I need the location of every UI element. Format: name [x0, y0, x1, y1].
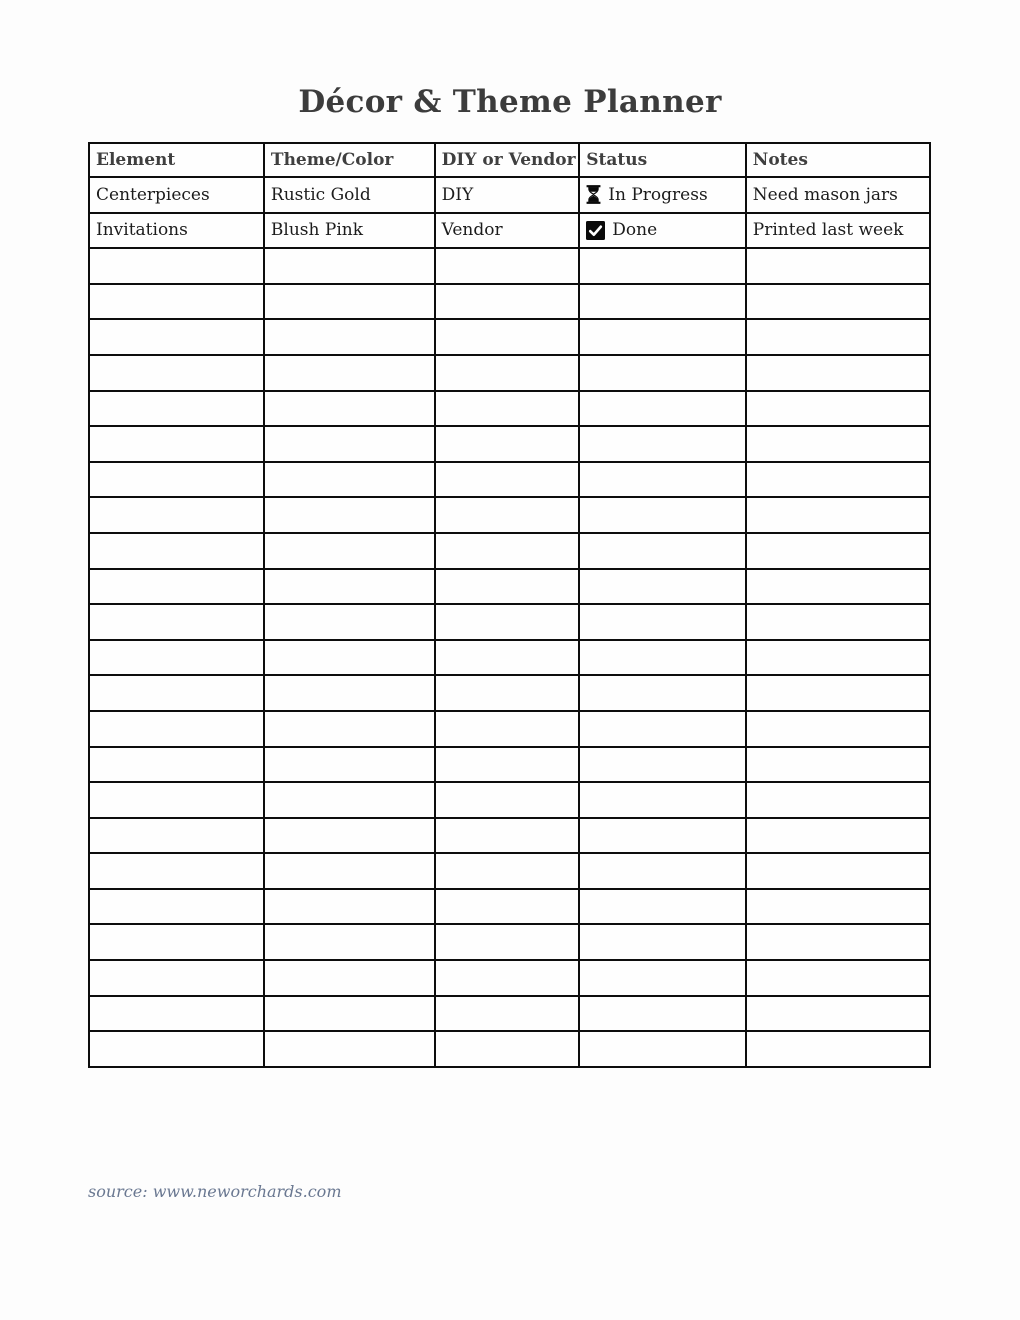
- empty-table-row: [89, 924, 930, 960]
- empty-table-row: [89, 533, 930, 569]
- empty-cell: [264, 711, 435, 747]
- empty-cell: [89, 569, 264, 605]
- empty-table-row: [89, 248, 930, 284]
- header-diy-or-vendor: DIY or Vendor: [435, 143, 580, 177]
- status-cell: [579, 177, 746, 213]
- empty-cell: [746, 640, 930, 676]
- empty-cell: [435, 569, 580, 605]
- empty-cell: [746, 248, 930, 284]
- empty-cell: [89, 319, 264, 355]
- empty-cell: [264, 640, 435, 676]
- empty-cell: [435, 248, 580, 284]
- header-notes: Notes: [746, 143, 930, 177]
- empty-cell: [435, 462, 580, 498]
- empty-cell: [89, 426, 264, 462]
- empty-table-row: [89, 426, 930, 462]
- hourglass-icon: [586, 185, 601, 204]
- table-row: [89, 213, 930, 249]
- empty-cell: [579, 355, 746, 391]
- empty-table-row: [89, 319, 930, 355]
- empty-cell: [579, 711, 746, 747]
- empty-cell: [435, 1031, 580, 1067]
- empty-cell: [579, 782, 746, 818]
- empty-table-row: [89, 747, 930, 783]
- empty-cell: [746, 853, 930, 889]
- empty-cell: [264, 248, 435, 284]
- empty-cell: [89, 391, 264, 427]
- empty-cell: [264, 889, 435, 925]
- empty-cell: [89, 924, 264, 960]
- notes-cell: Need mason jars: [746, 177, 930, 213]
- empty-table-row: [89, 782, 930, 818]
- empty-table-row: [89, 640, 930, 676]
- empty-cell: [264, 391, 435, 427]
- empty-cell: [435, 497, 580, 533]
- status-label: In Progress: [608, 184, 708, 205]
- empty-cell: [264, 853, 435, 889]
- empty-cell: [579, 889, 746, 925]
- status-label: Done: [612, 220, 658, 241]
- empty-cell: [746, 497, 930, 533]
- empty-cell: [435, 889, 580, 925]
- empty-cell: [579, 1031, 746, 1067]
- empty-cell: [89, 604, 264, 640]
- empty-table-row: [89, 497, 930, 533]
- empty-table-row: [89, 604, 930, 640]
- theme-cell: Rustic Gold: [264, 177, 435, 213]
- empty-table-row: [89, 889, 930, 925]
- empty-table-row: [89, 996, 930, 1032]
- empty-table-row: [89, 284, 930, 320]
- empty-cell: [746, 604, 930, 640]
- table-header: [89, 143, 930, 177]
- empty-cell: [579, 462, 746, 498]
- empty-cell: [746, 1031, 930, 1067]
- empty-cell: [264, 462, 435, 498]
- empty-cell: [435, 996, 580, 1032]
- empty-cell: [435, 426, 580, 462]
- empty-cell: [579, 853, 746, 889]
- empty-cell: [579, 426, 746, 462]
- empty-cell: [264, 319, 435, 355]
- empty-cell: [746, 782, 930, 818]
- empty-cell: [264, 996, 435, 1032]
- table-row: [89, 177, 930, 213]
- empty-cell: [89, 889, 264, 925]
- empty-cell: [746, 924, 930, 960]
- empty-cell: [264, 960, 435, 996]
- empty-cell: [746, 747, 930, 783]
- empty-cell: [264, 355, 435, 391]
- empty-cell: [746, 462, 930, 498]
- empty-cell: [579, 640, 746, 676]
- empty-cell: [89, 711, 264, 747]
- empty-cell: [746, 889, 930, 925]
- diy-vendor-cell: Vendor: [435, 213, 580, 249]
- source-note: source: www.neworchards.com: [88, 1182, 342, 1201]
- empty-cell: [579, 569, 746, 605]
- empty-cell: [579, 960, 746, 996]
- empty-cell: [89, 640, 264, 676]
- empty-cell: [746, 319, 930, 355]
- empty-table-row: [89, 462, 930, 498]
- empty-cell: [435, 711, 580, 747]
- empty-cell: [435, 960, 580, 996]
- empty-cell: [435, 355, 580, 391]
- empty-table-row: [89, 569, 930, 605]
- empty-cell: [435, 391, 580, 427]
- empty-cell: [579, 818, 746, 854]
- empty-cell: [89, 284, 264, 320]
- empty-cell: [89, 747, 264, 783]
- empty-cell: [264, 1031, 435, 1067]
- empty-cell: [435, 604, 580, 640]
- empty-table-row: [89, 711, 930, 747]
- empty-cell: [435, 319, 580, 355]
- empty-cell: [746, 960, 930, 996]
- empty-cell: [89, 462, 264, 498]
- empty-cell: [579, 248, 746, 284]
- empty-cell: [264, 747, 435, 783]
- empty-cell: [579, 533, 746, 569]
- empty-cell: [435, 853, 580, 889]
- empty-cell: [264, 675, 435, 711]
- empty-cell: [435, 640, 580, 676]
- empty-cell: [89, 1031, 264, 1067]
- checked-box-icon: [586, 221, 605, 240]
- empty-cell: [746, 284, 930, 320]
- empty-cell: [746, 533, 930, 569]
- empty-cell: [264, 818, 435, 854]
- status-cell: [579, 213, 746, 249]
- empty-cell: [89, 533, 264, 569]
- empty-table-row: [89, 675, 930, 711]
- empty-cell: [746, 426, 930, 462]
- empty-cell: [89, 960, 264, 996]
- empty-cell: [435, 284, 580, 320]
- empty-cell: [579, 604, 746, 640]
- empty-table-row: [89, 355, 930, 391]
- planner-table: [88, 142, 931, 1068]
- empty-cell: [579, 319, 746, 355]
- empty-cell: [264, 426, 435, 462]
- empty-cell: [579, 284, 746, 320]
- empty-cell: [89, 675, 264, 711]
- page-title: Décor & Theme Planner: [298, 84, 722, 120]
- empty-cell: [579, 675, 746, 711]
- empty-cell: [89, 248, 264, 284]
- empty-table-row: [89, 853, 930, 889]
- element-cell: Invitations: [89, 213, 264, 249]
- empty-cell: [89, 818, 264, 854]
- element-cell: Centerpieces: [89, 177, 264, 213]
- empty-cell: [579, 924, 746, 960]
- empty-table-row: [89, 1031, 930, 1067]
- empty-cell: [89, 355, 264, 391]
- header-element: Element: [89, 143, 264, 177]
- empty-cell: [746, 355, 930, 391]
- empty-cell: [746, 818, 930, 854]
- empty-cell: [435, 818, 580, 854]
- empty-cell: [435, 924, 580, 960]
- empty-cell: [746, 711, 930, 747]
- empty-cell: [435, 747, 580, 783]
- empty-cell: [746, 391, 930, 427]
- empty-cell: [746, 996, 930, 1032]
- empty-cell: [579, 497, 746, 533]
- notes-cell: Printed last week: [746, 213, 930, 249]
- empty-table-row: [89, 391, 930, 427]
- empty-cell: [264, 604, 435, 640]
- empty-cell: [264, 284, 435, 320]
- empty-cell: [264, 497, 435, 533]
- diy-vendor-cell: DIY: [435, 177, 580, 213]
- empty-cell: [746, 569, 930, 605]
- empty-table-row: [89, 818, 930, 854]
- empty-cell: [89, 996, 264, 1032]
- header-row: [89, 143, 930, 177]
- empty-cell: [579, 747, 746, 783]
- empty-cell: [579, 996, 746, 1032]
- empty-table-row: [89, 960, 930, 996]
- empty-cell: [579, 391, 746, 427]
- empty-cell: [435, 533, 580, 569]
- empty-cell: [435, 782, 580, 818]
- empty-cell: [264, 782, 435, 818]
- empty-cell: [89, 782, 264, 818]
- empty-cell: [89, 497, 264, 533]
- table-body: [89, 177, 930, 1067]
- empty-cell: [746, 675, 930, 711]
- empty-cell: [435, 675, 580, 711]
- header-theme-color: Theme/Color: [264, 143, 435, 177]
- header-status: Status: [579, 143, 746, 177]
- empty-cell: [89, 853, 264, 889]
- empty-cell: [264, 924, 435, 960]
- theme-cell: Blush Pink: [264, 213, 435, 249]
- empty-cell: [264, 569, 435, 605]
- empty-cell: [264, 533, 435, 569]
